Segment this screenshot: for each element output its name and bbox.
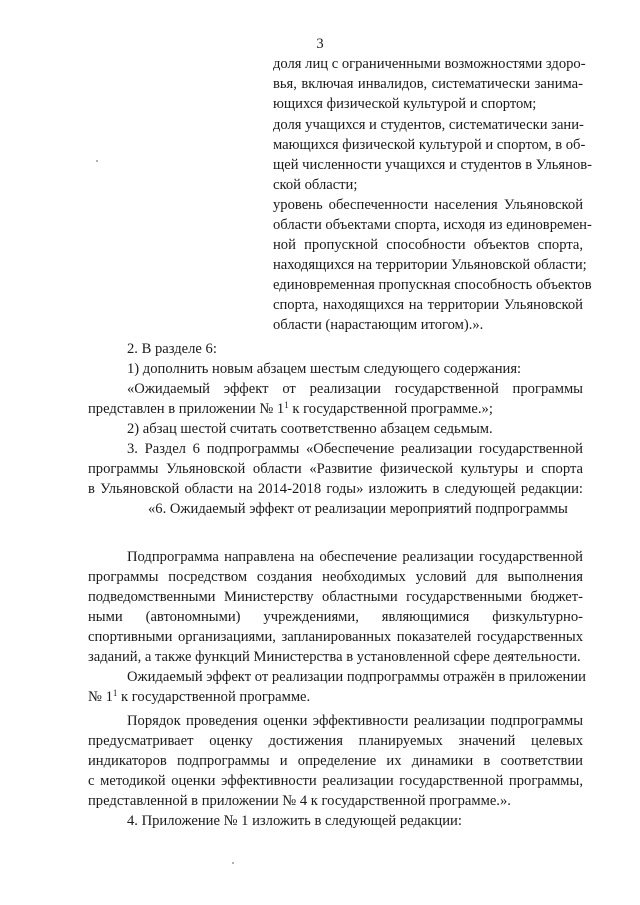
indicator-line: доля лиц с ограниченными возможностями здоро- — [273, 56, 586, 72]
indicator-line: уровень обеспеченности населения Ульяновской — [273, 197, 583, 213]
item2-quote-text: к государственной программе.»; — [288, 401, 493, 417]
indicator-line: области (нарастающим итогом).». — [273, 317, 484, 333]
paragraph-line: подведомственными Министерству областными государственными бюджет- — [88, 589, 583, 605]
indicator-line: ющихся физической культурой и спортом; — [273, 96, 537, 112]
page-number: 3 — [316, 36, 324, 52]
item2-sub2: 2) абзац шестой считать соответственно абзацем седьмым. — [127, 421, 493, 437]
paragraph-text: к государственной программе. — [117, 689, 311, 705]
paragraph-line: Ожидаемый эффект от реализации подпрограммы отражён в приложении — [127, 669, 586, 685]
item4-line: 4. Приложение № 1 изложить в следующей редакции: — [127, 813, 462, 829]
paragraph-line: с методикой оценки эффективности реализации государственной программы, — [88, 773, 583, 789]
scan-speck — [96, 160, 98, 162]
paragraph-line — [88, 688, 310, 706]
indicator-line: вья, включая инвалидов, систематически занима- — [273, 76, 583, 92]
paragraph-line: программы посредством создания необходимых условий для выполнения — [88, 569, 583, 585]
item2-quote-line — [88, 400, 493, 418]
superscript: 1 — [284, 400, 289, 410]
indicator-line: области объектами спорта, исходя из единовремен- — [273, 217, 592, 233]
paragraph-line: спортивными организациями, запланированных показателей государственных — [88, 629, 583, 645]
section-title: «6. Ожидаемый эффект от реализации мероприятий подпрограммы — [148, 501, 568, 517]
paragraph-line: индикаторов подпрограммы и определение их динамики в соответствии — [88, 753, 583, 769]
indicator-line: ной пропускной способности объектов спорта, — [273, 237, 583, 253]
item3-line: 3. Раздел 6 подпрограммы «Обеспечение реализации государственной — [127, 441, 583, 457]
item2-heading: 2. В разделе 6: — [127, 341, 217, 357]
paragraph-line: Порядок проведения оценки эффективности реализации подпрограммы — [127, 713, 583, 729]
paragraph-line: заданий, а также функций Министерства в установленной сфере деятельности. — [88, 649, 581, 665]
indicator-line: единовременная пропускная способность объектов — [273, 277, 592, 293]
paragraph-line: ными (автономными) учреждениями, являющимися физкультурно- — [88, 609, 583, 625]
indicator-line: доля учащихся и студентов, систематически зани- — [273, 117, 584, 133]
item2-sub1: 1) дополнить новым абзацем шестым следующего содержания: — [127, 361, 522, 377]
paragraph-line: представленной в приложении № 4 к государственной программе.». — [88, 793, 511, 809]
indicator-line: мающихся физической культурой и спортом, в об- — [273, 137, 586, 153]
item2-quote-text: представлен в приложении № 1 — [88, 401, 285, 417]
indicator-line: щей численности учащихся и студентов в Ульянов- — [273, 157, 592, 173]
paragraph-line: Подпрограмма направлена на обеспечение реализации государственной — [127, 549, 583, 565]
item3-line: программы Ульяновской области «Развитие физической культуры и спорта — [88, 461, 583, 477]
paragraph-text: № 1 — [88, 689, 113, 705]
indicator-line: спорта, находящихся на территории Ульяновской — [273, 297, 583, 313]
paragraph-line: предусматривает оценку достижения планируемых значений целевых — [88, 733, 583, 749]
item2-quote-line: «Ожидаемый эффект от реализации государственной программы — [127, 381, 583, 397]
item3-line: в Ульяновской области на 2014-2018 годы» изложить в следующей редакции: — [88, 481, 583, 497]
scan-speck — [232, 862, 234, 864]
indicator-line: находящихся на территории Ульяновской области; — [273, 257, 587, 273]
superscript: 1 — [112, 688, 118, 698]
indicator-line: ской области; — [273, 177, 358, 193]
